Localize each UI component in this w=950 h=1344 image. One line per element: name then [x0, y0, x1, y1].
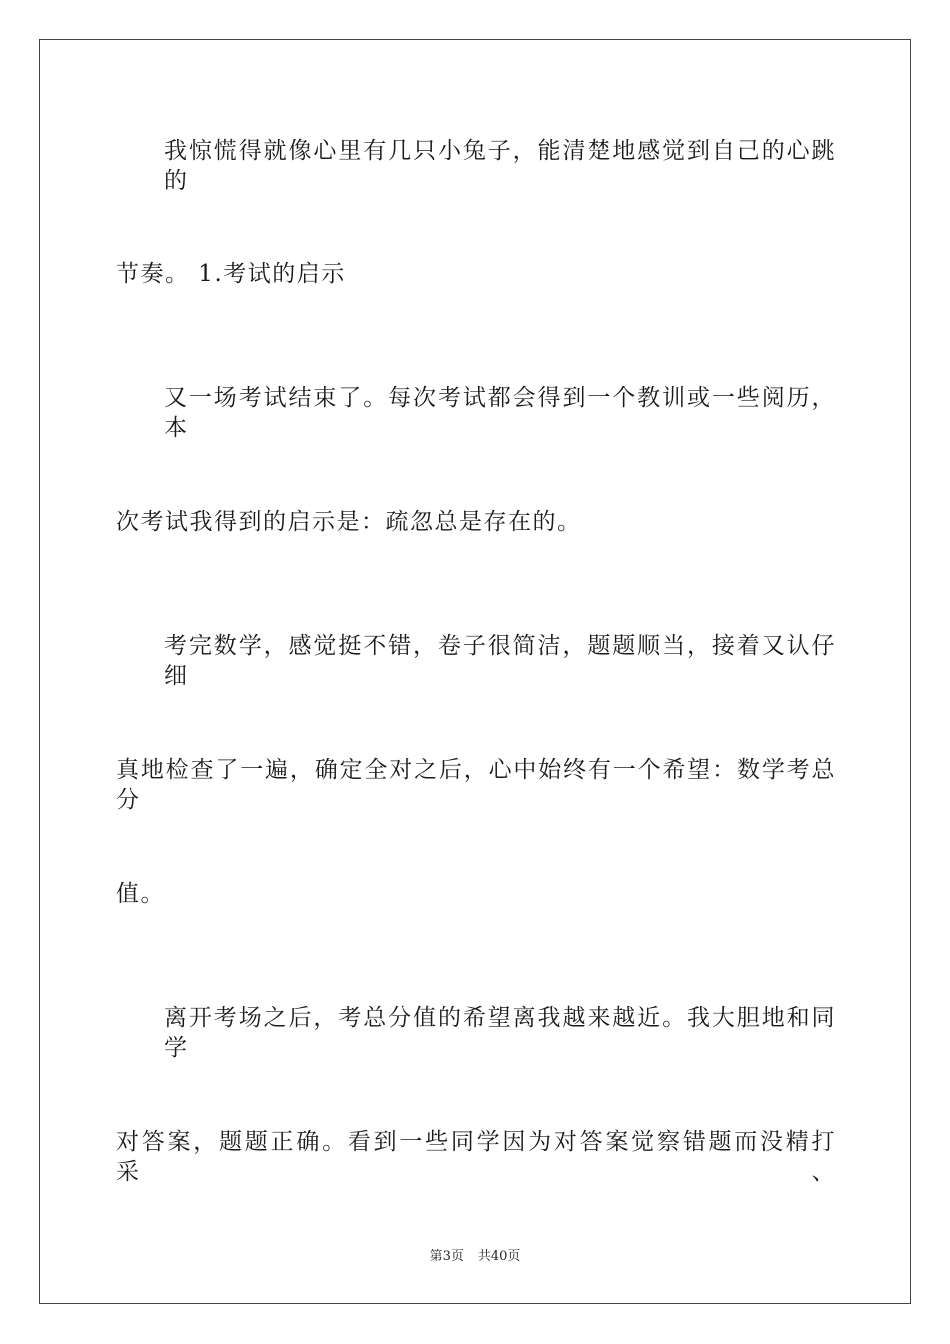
- paragraph-line: 我惊慌得就像心里有几只小兔子，能清楚地感觉到自己的心跳的: [164, 138, 836, 194]
- paragraph-line: 考完数学，感觉挺不错，卷子很简洁，题题顺当，接着又认仔细: [164, 633, 836, 689]
- paragraph-line: 次考试我得到的启示是：疏忽总是存在的。: [116, 509, 582, 535]
- page-number: 第3页: [429, 1249, 464, 1264]
- paragraph-line: 对答案，题题正确。看到一些同学因为对答案觉察错题而没精打采、: [116, 1129, 836, 1185]
- page-footer: [0, 1245, 950, 1264]
- paragraph-line: 节奏。 1.考试的启示: [116, 261, 346, 287]
- paragraph-line: 离开考场之后，考总分值的希望离我越来越近。我大胆地和同学: [164, 1005, 836, 1061]
- paragraph-line: 真地检查了一遍，确定全对之后，心中始终有一个希望：数学考总分: [116, 757, 836, 813]
- paragraph-line: 又一场考试结束了。每次考试都会得到一个教训或一些阅历，本: [164, 385, 836, 441]
- paragraph-line: 值。: [116, 881, 165, 907]
- page-total: 共40页: [477, 1249, 521, 1264]
